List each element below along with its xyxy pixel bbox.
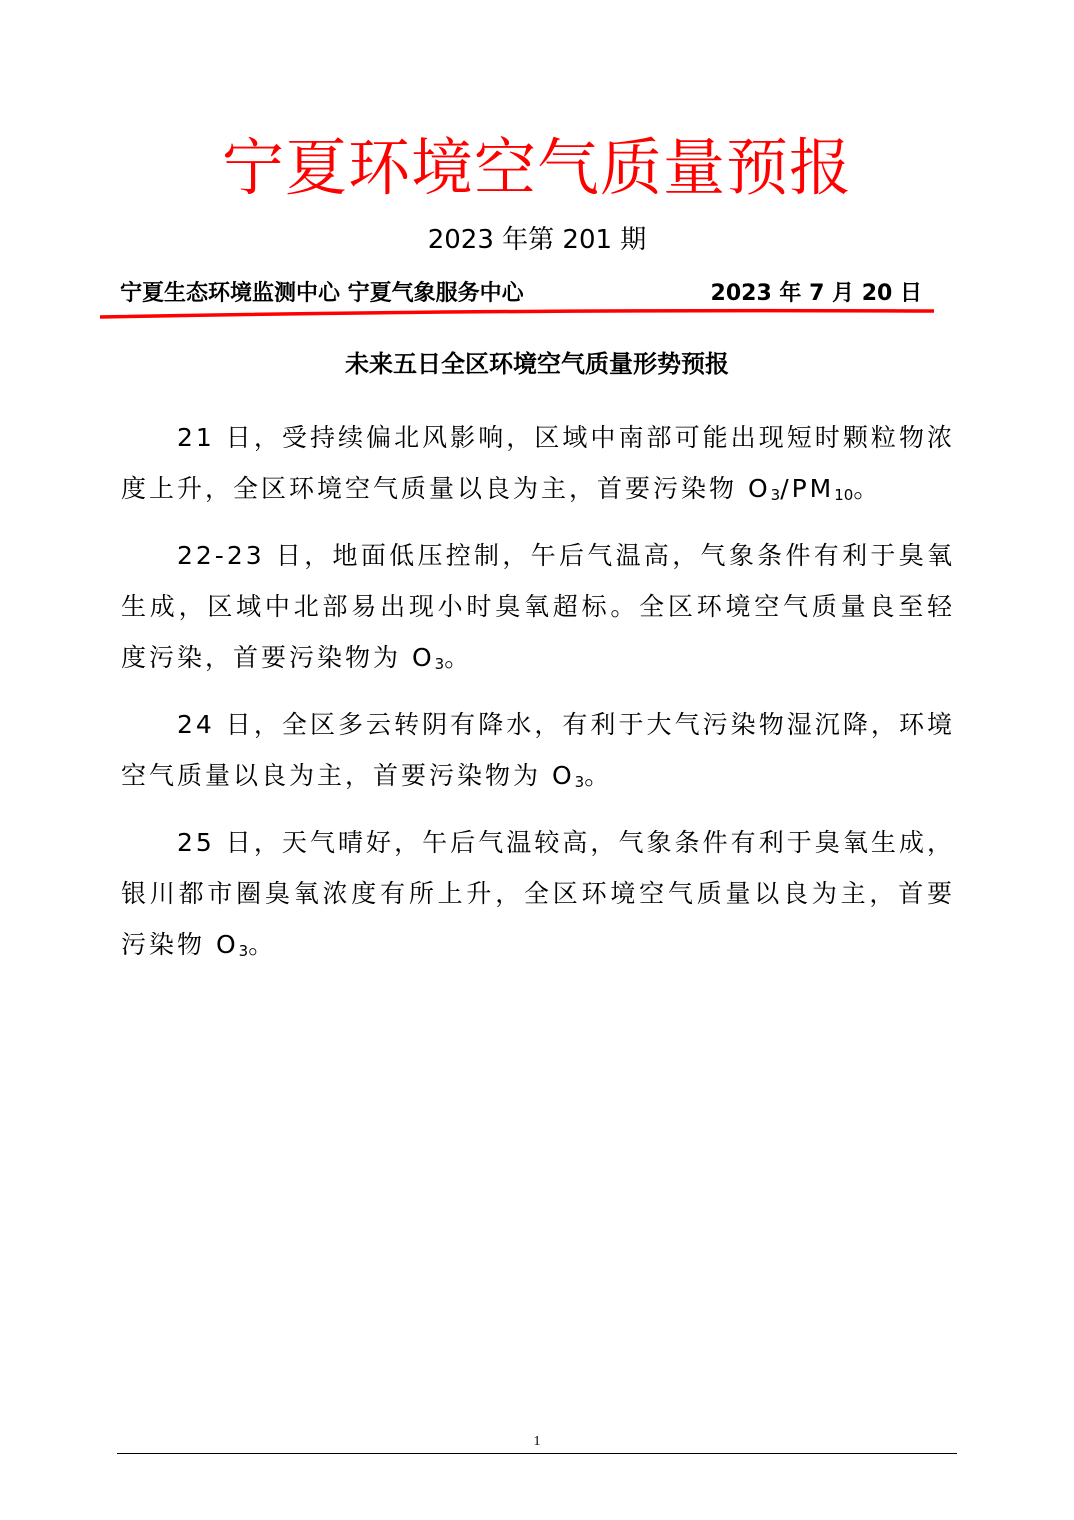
- forecast-body: [121, 412, 955, 986]
- red-divider-line: [100, 308, 934, 320]
- page-number: 1: [533, 1434, 541, 1449]
- issue-date: 2023 年 7 月 20 日: [710, 281, 922, 306]
- section-heading: 未来五日全区环境空气质量形势预报: [345, 350, 729, 378]
- page-title: 宁夏环境空气质量预报: [221, 131, 852, 204]
- forecast-paragraph: 22-23 日，地面低压控制，午后气温高，气象条件有利于臭氧生成，区域中北部易出现小时臭氧超标。全区环境空气质量良至轻度污染，首要污染物为 $O_3$。: [121, 541, 955, 673]
- issue-number: 2023 年第 201 期: [427, 225, 647, 255]
- issuer-line: [120, 276, 930, 312]
- forecast-paragraph: 21 日，受持续偏北风影响，区域中南部可能出现短时颗粒物浓度上升，全区环境空气质量以良为主，首要污染物 $O_3/PM_{10}$。: [121, 423, 955, 504]
- footer-divider-line: [117, 1453, 957, 1454]
- forecast-paragraph: 25 日，天气晴好，午后气温较高，气象条件有利于臭氧生成，银川都市圈臭氧浓度有所上升，全区环境空气质量以良为主，首要污染物 $O_3$。: [121, 828, 955, 960]
- issuing-agencies: 宁夏生态环境监测中心 宁夏气象服务中心: [120, 281, 524, 306]
- forecast-paragraph: 24 日，全区多云转阴有降水，有利于大气污染物湿沉降，环境空气质量以良为主，首要污染物为 $O_3$。: [121, 710, 955, 791]
